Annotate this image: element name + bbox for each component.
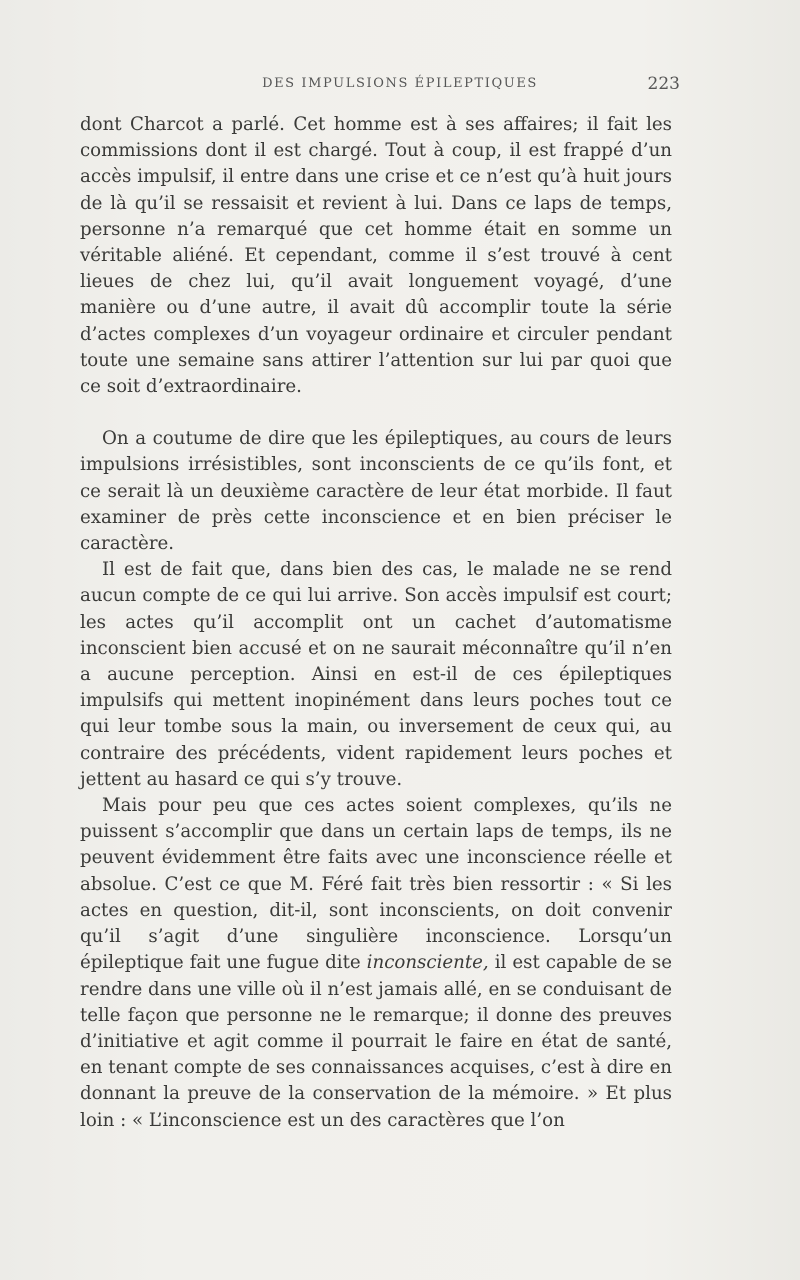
- paragraph-2: On a coutume de dire que les épileptiques, au cours de leurs impulsions irrésistibles, sont inconscients de ce qu’ils font, et ce serait là un deuxième caractère de leur état morbide. Il faut examiner de près cette inconscience et en bien préciser le caractère.: [80, 428, 672, 555]
- body-text: [80, 112, 672, 1134]
- paragraph-4-text-end: il est capable de se rendre dans une ville où il n’est jamais allé, en se conduisant de telle façon que personne ne le remarque; il donne des preuves d’initiative et agit comme il pourrait le faire en état de santé, en tenant compte de ses connaissances acquises, c’est à dire en donnant la preuve de la conservation de la mémoire. » Et plus loin : « L’inconscience est un des caractères que l’on: [80, 952, 672, 1131]
- paragraph-4-text-start: Mais pour peu que ces actes soient complexes, qu’ils ne puissent s’accomplir que dans un certain laps de temps, ils ne peuvent évidemment être faits avec une inconscience réelle et absolue. C’est ce que M. Féré fait très bien ressortir : « Si les actes en question, dit-il, sont inconscients, on doit convenir qu’il s’agit d’une singulière inconscience. Lorsqu’un épileptique fait une fugue dite: [80, 795, 672, 974]
- italic-term: inconsciente,: [366, 952, 489, 974]
- paragraph-3: Il est de fait que, dans bien des cas, le malade ne se rend aucun compte de ce qui lui arrive. Son accès impulsif est court; les actes qu’il accomplit ont un cachet d’automatisme inconscient bien accusé et on ne saurait méconnaître qu’il n’en a aucune perception. Ainsi en est-il de ces épileptiques impulsifs qui mettent inopinément dans leurs poches tout ce qui leur tombe sous la main, ou inversement de ceux qui, au contraire des précédents, vident rapidement leurs poches et jettent au hasard ce qui s’y trouve.: [80, 559, 672, 790]
- page-number: 223: [647, 74, 680, 94]
- running-head: [80, 76, 680, 100]
- paragraph-spacer: [80, 400, 672, 426]
- paragraph-4: [80, 793, 672, 1134]
- paragraph-1: dont Charcot a parlé. Cet homme est à ses affaires; il fait les commissions dont il est chargé. Tout à coup, il est frappé d’un accès impulsif, il entre dans une crise et ce n’est qu’à huit jours de là qu’il se ressaisit et revient à lui. Dans ce laps de temps, personne n’a remarqué que cet homme était en somme un véritable aliéné. Et cependant, comme il s’est trouvé à cent lieues de chez lui, qu’il avait longuement voyagé, d’une manière ou d’une autre, il avait dû accomplir toute la série d’actes complexes d’un voyageur ordinaire et circuler pendant toute une semaine sans attirer l’attention sur lui par quoi que ce soit d’extraordinaire.: [80, 114, 672, 398]
- running-title: DES IMPULSIONS ÉPILEPTIQUES: [262, 76, 538, 91]
